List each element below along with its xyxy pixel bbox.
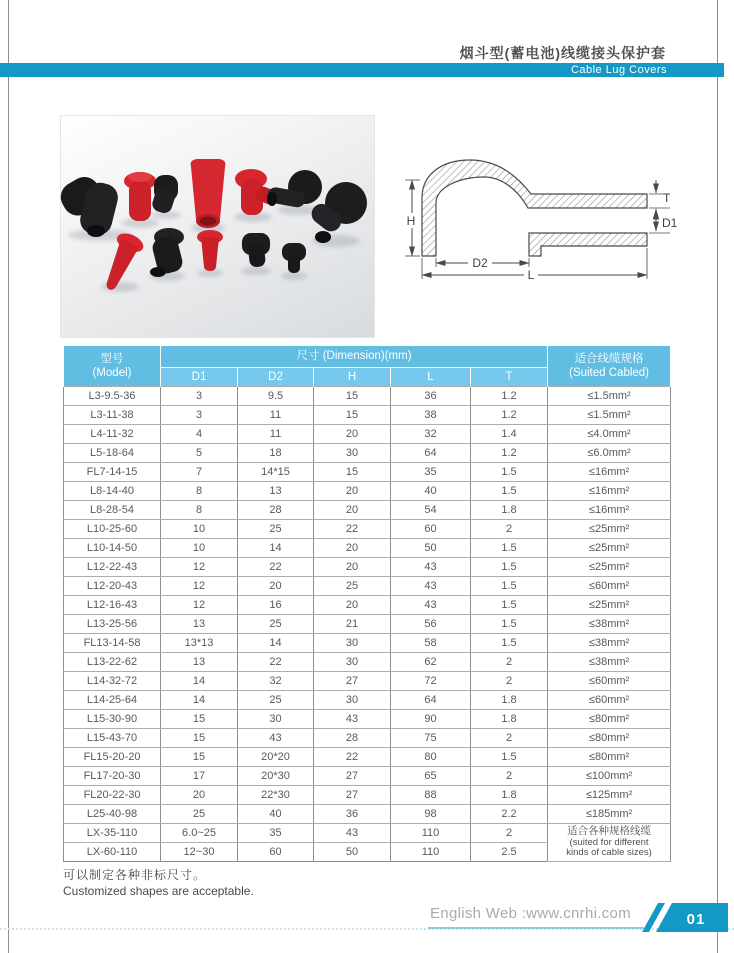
cell-model: L10-25-60 <box>64 520 161 539</box>
cover-red-straight-large <box>191 159 226 228</box>
cell-suited: ≤6.0mm² <box>548 444 671 463</box>
cell-model: L3-11-38 <box>64 406 161 425</box>
cover-black-elbow-large <box>60 172 121 238</box>
section-banner-label: Cable Lug Covers <box>570 64 667 76</box>
cell-h: 27 <box>314 786 391 805</box>
cell-t: 1.8 <box>471 710 548 729</box>
cell-suited: ≤60mm² <box>548 672 671 691</box>
cell-d2: 9.5 <box>238 387 314 406</box>
table-row <box>64 615 671 634</box>
cover-black-small-1 <box>242 233 270 268</box>
table-row <box>64 482 671 501</box>
cell-t: 2 <box>471 767 548 786</box>
cell-l: 110 <box>391 843 471 862</box>
cell-model: L15-30-90 <box>64 710 161 729</box>
cell-l: 43 <box>391 558 471 577</box>
cell-h: 27 <box>314 672 391 691</box>
cell-t: 1.5 <box>471 748 548 767</box>
cell-l: 50 <box>391 539 471 558</box>
footer-website: English Web :www.cnrhi.com <box>430 905 631 922</box>
cell-d1: 5 <box>161 444 238 463</box>
cell-h: 30 <box>314 653 391 672</box>
cell-model: L13-25-56 <box>64 615 161 634</box>
dim-label-h: H <box>406 214 416 228</box>
cell-l: 75 <box>391 729 471 748</box>
cell-l: 90 <box>391 710 471 729</box>
col-header-suited-zh: 适合线缆规格 <box>574 352 644 365</box>
cell-t: 2 <box>471 653 548 672</box>
cell-l: 35 <box>391 463 471 482</box>
cell-d2: 60 <box>238 843 314 862</box>
cell-l: 58 <box>391 634 471 653</box>
cell-d2: 20*30 <box>238 767 314 786</box>
cell-l: 56 <box>391 615 471 634</box>
cell-h: 28 <box>314 729 391 748</box>
cell-model: FL15-20-20 <box>64 748 161 767</box>
cell-model: LX-60-110 <box>64 843 161 862</box>
cell-d1: 12 <box>161 596 238 615</box>
cell-d1: 3 <box>161 387 238 406</box>
table-row <box>64 729 671 748</box>
custom-note-zh: 可以制定各种非标尺寸。 <box>63 868 207 882</box>
cell-t: 1.2 <box>471 444 548 463</box>
cell-l: 62 <box>391 653 471 672</box>
col-header-h: H <box>314 368 391 387</box>
cell-t: 1.5 <box>471 463 548 482</box>
cell-suited: ≤1.5mm² <box>548 406 671 425</box>
cell-d1: 20 <box>161 786 238 805</box>
dim-label-d1: D1 <box>662 216 678 230</box>
cell-d2: 20 <box>238 577 314 596</box>
cell-suited: ≤16mm² <box>548 501 671 520</box>
cell-d1: 14 <box>161 691 238 710</box>
cell-h: 20 <box>314 501 391 520</box>
cell-d2: 14*15 <box>238 463 314 482</box>
page-number-badge <box>636 903 728 932</box>
col-header-suited-en: (Suited Cabled) <box>569 367 650 379</box>
col-header-suited <box>548 346 671 387</box>
cell-d1: 13 <box>161 653 238 672</box>
cell-d1: 7 <box>161 463 238 482</box>
cell-suited: ≤38mm² <box>548 634 671 653</box>
cell-suited: ≤80mm² <box>548 748 671 767</box>
col-header-d2: D2 <box>238 368 314 387</box>
cell-l: 60 <box>391 520 471 539</box>
cell-h: 27 <box>314 767 391 786</box>
cell-h: 21 <box>314 615 391 634</box>
cell-h: 22 <box>314 748 391 767</box>
page-number: 01 <box>686 911 706 928</box>
cell-l: 36 <box>391 387 471 406</box>
cell-model: L12-22-43 <box>64 558 161 577</box>
cell-h: 20 <box>314 482 391 501</box>
cover-black-small-2 <box>282 243 306 273</box>
cell-d1: 3 <box>161 406 238 425</box>
cell-suited: ≤100mm² <box>548 767 671 786</box>
table-row <box>64 425 671 444</box>
cell-d2: 30 <box>238 710 314 729</box>
cell-l: 38 <box>391 406 471 425</box>
cell-model: FL17-20-30 <box>64 767 161 786</box>
table-row <box>64 824 671 843</box>
table-row <box>64 406 671 425</box>
cell-suited: ≤185mm² <box>548 805 671 824</box>
cover-black-pipe <box>266 170 322 208</box>
cell-h: 30 <box>314 634 391 653</box>
dimension-diagram <box>390 136 695 306</box>
spec-table <box>63 345 671 862</box>
section-banner <box>0 63 724 77</box>
cell-suited: ≤38mm² <box>548 615 671 634</box>
cell-suited: ≤25mm² <box>548 520 671 539</box>
cell-d1: 15 <box>161 729 238 748</box>
col-header-model <box>64 346 161 387</box>
cell-d2: 28 <box>238 501 314 520</box>
cell-t: 2 <box>471 520 548 539</box>
left-rule-line <box>8 0 9 953</box>
cell-d1: 12~30 <box>161 843 238 862</box>
cell-h: 50 <box>314 843 391 862</box>
cell-model: L14-25-64 <box>64 691 161 710</box>
cell-h: 22 <box>314 520 391 539</box>
col-header-model-en: (Model) <box>92 367 132 379</box>
cell-model: L25-40-98 <box>64 805 161 824</box>
cell-h: 43 <box>314 824 391 843</box>
cell-d1: 6.0~25 <box>161 824 238 843</box>
cell-model: FL13-14-58 <box>64 634 161 653</box>
cell-t: 1.5 <box>471 482 548 501</box>
cell-d1: 17 <box>161 767 238 786</box>
cell-d1: 13 <box>161 615 238 634</box>
col-header-model-zh: 型号 <box>100 352 124 365</box>
cell-h: 43 <box>314 710 391 729</box>
cell-d2: 13 <box>238 482 314 501</box>
cell-d2: 14 <box>238 634 314 653</box>
table-row <box>64 387 671 406</box>
custom-note-en: Customized shapes are acceptable. <box>63 884 254 898</box>
cell-h: 30 <box>314 444 391 463</box>
table-row <box>64 805 671 824</box>
cell-l: 65 <box>391 767 471 786</box>
cell-model: L8-14-40 <box>64 482 161 501</box>
cell-h: 25 <box>314 577 391 596</box>
cell-t: 1.4 <box>471 425 548 444</box>
cover-red-flanged <box>124 172 156 221</box>
col-header-t: T <box>471 368 548 387</box>
cell-suited: ≤25mm² <box>548 558 671 577</box>
cell-d1: 10 <box>161 539 238 558</box>
cell-d1: 15 <box>161 710 238 729</box>
table-row <box>64 558 671 577</box>
cell-suited: ≤60mm² <box>548 691 671 710</box>
cell-model: FL7-14-15 <box>64 463 161 482</box>
cell-suited-merged: 适合各种规格线缆 (suited for different kinds of cable sizes) <box>548 824 671 862</box>
table-row <box>64 520 671 539</box>
cell-suited: ≤60mm² <box>548 577 671 596</box>
cell-suited: ≤1.5mm² <box>548 387 671 406</box>
cell-h: 30 <box>314 691 391 710</box>
cover-black-elbow-medium <box>150 228 184 277</box>
cell-model: L14-32-72 <box>64 672 161 691</box>
cell-d2: 25 <box>238 691 314 710</box>
table-row <box>64 539 671 558</box>
table-row <box>64 577 671 596</box>
right-rule-line <box>717 0 718 953</box>
cell-suited: ≤4.0mm² <box>548 425 671 444</box>
footer-accent-rule <box>428 927 644 929</box>
cell-model: L8-28-54 <box>64 501 161 520</box>
table-row <box>64 634 671 653</box>
cell-h: 36 <box>314 805 391 824</box>
table-row <box>64 748 671 767</box>
cover-cross-section-bottom <box>529 233 647 256</box>
page-title: 烟斗型(蓄电池)线缆接头保护套 <box>459 45 666 61</box>
cell-model: L3-9.5-36 <box>64 387 161 406</box>
product-photo-shapes <box>60 115 375 338</box>
table-row <box>64 653 671 672</box>
dim-label-l: L <box>527 268 535 282</box>
cell-l: 72 <box>391 672 471 691</box>
cell-suited: ≤38mm² <box>548 653 671 672</box>
cell-d2: 22 <box>238 653 314 672</box>
cell-d2: 11 <box>238 425 314 444</box>
cell-suited: ≤25mm² <box>548 596 671 615</box>
cell-h: 20 <box>314 425 391 444</box>
table-row <box>64 710 671 729</box>
cell-suited: ≤125mm² <box>548 786 671 805</box>
cell-t: 1.5 <box>471 634 548 653</box>
cell-d2: 14 <box>238 539 314 558</box>
cell-l: 98 <box>391 805 471 824</box>
cover-red-small <box>197 230 223 271</box>
cell-t: 2 <box>471 672 548 691</box>
cell-l: 32 <box>391 425 471 444</box>
cell-d1: 8 <box>161 501 238 520</box>
cell-d1: 12 <box>161 577 238 596</box>
col-header-dimension: 尺寸 (Dimension)(mm) <box>161 346 548 368</box>
cell-suited: ≤80mm² <box>548 729 671 748</box>
cell-d2: 25 <box>238 615 314 634</box>
cell-t: 1.8 <box>471 786 548 805</box>
cell-model: L5-18-64 <box>64 444 161 463</box>
cell-t: 1.8 <box>471 691 548 710</box>
cell-d2: 35 <box>238 824 314 843</box>
table-row <box>64 672 671 691</box>
table-row <box>64 786 671 805</box>
cell-h: 15 <box>314 463 391 482</box>
cell-l: 64 <box>391 444 471 463</box>
cell-t: 2 <box>471 824 548 843</box>
cell-model: L12-20-43 <box>64 577 161 596</box>
cell-t: 1.8 <box>471 501 548 520</box>
table-row <box>64 501 671 520</box>
cell-l: 43 <box>391 596 471 615</box>
cell-d2: 22*30 <box>238 786 314 805</box>
cell-suited: ≤80mm² <box>548 710 671 729</box>
cell-t: 2.2 <box>471 805 548 824</box>
custom-note <box>63 866 254 898</box>
cell-d1: 13*13 <box>161 634 238 653</box>
cell-l: 54 <box>391 501 471 520</box>
cell-t: 1.5 <box>471 615 548 634</box>
cell-d1: 12 <box>161 558 238 577</box>
spec-table-body <box>64 387 671 862</box>
cell-d2: 40 <box>238 805 314 824</box>
cell-model: L12-16-43 <box>64 596 161 615</box>
cell-t: 1.5 <box>471 539 548 558</box>
cell-t: 1.5 <box>471 558 548 577</box>
cell-t: 1.5 <box>471 596 548 615</box>
table-row <box>64 767 671 786</box>
cell-d1: 10 <box>161 520 238 539</box>
cell-d1: 14 <box>161 672 238 691</box>
cell-d1: 15 <box>161 748 238 767</box>
col-header-d1: D1 <box>161 368 238 387</box>
cell-model: L15-43-70 <box>64 729 161 748</box>
cell-l: 110 <box>391 824 471 843</box>
cell-d2: 20*20 <box>238 748 314 767</box>
cell-model: LX-35-110 <box>64 824 161 843</box>
cell-h: 20 <box>314 558 391 577</box>
table-row <box>64 691 671 710</box>
col-header-l: L <box>391 368 471 387</box>
cell-t: 1.5 <box>471 577 548 596</box>
table-row <box>64 596 671 615</box>
cell-t: 2.5 <box>471 843 548 862</box>
cell-l: 88 <box>391 786 471 805</box>
cell-model: L4-11-32 <box>64 425 161 444</box>
dim-label-d2: D2 <box>472 256 488 270</box>
cell-model: L10-14-50 <box>64 539 161 558</box>
cell-model: L13-22-62 <box>64 653 161 672</box>
cell-suited: ≤25mm² <box>548 539 671 558</box>
cell-d2: 22 <box>238 558 314 577</box>
cell-d2: 25 <box>238 520 314 539</box>
cell-l: 64 <box>391 691 471 710</box>
cell-model: FL20-22-30 <box>64 786 161 805</box>
cell-suited: ≤16mm² <box>548 463 671 482</box>
cell-d2: 32 <box>238 672 314 691</box>
cell-d1: 25 <box>161 805 238 824</box>
cell-h: 15 <box>314 387 391 406</box>
cell-d2: 18 <box>238 444 314 463</box>
cell-d1: 4 <box>161 425 238 444</box>
cell-h: 15 <box>314 406 391 425</box>
dim-label-t: T <box>663 191 671 205</box>
cell-h: 20 <box>314 539 391 558</box>
cell-l: 43 <box>391 577 471 596</box>
cell-suited: ≤16mm² <box>548 482 671 501</box>
cell-t: 1.2 <box>471 406 548 425</box>
table-row <box>64 444 671 463</box>
cell-h: 20 <box>314 596 391 615</box>
cell-d2: 11 <box>238 406 314 425</box>
cell-d2: 43 <box>238 729 314 748</box>
cell-t: 1.2 <box>471 387 548 406</box>
cell-l: 40 <box>391 482 471 501</box>
cell-t: 2 <box>471 729 548 748</box>
cell-d2: 16 <box>238 596 314 615</box>
cell-l: 80 <box>391 748 471 767</box>
cell-d1: 8 <box>161 482 238 501</box>
table-row <box>64 463 671 482</box>
product-photo <box>60 115 375 338</box>
